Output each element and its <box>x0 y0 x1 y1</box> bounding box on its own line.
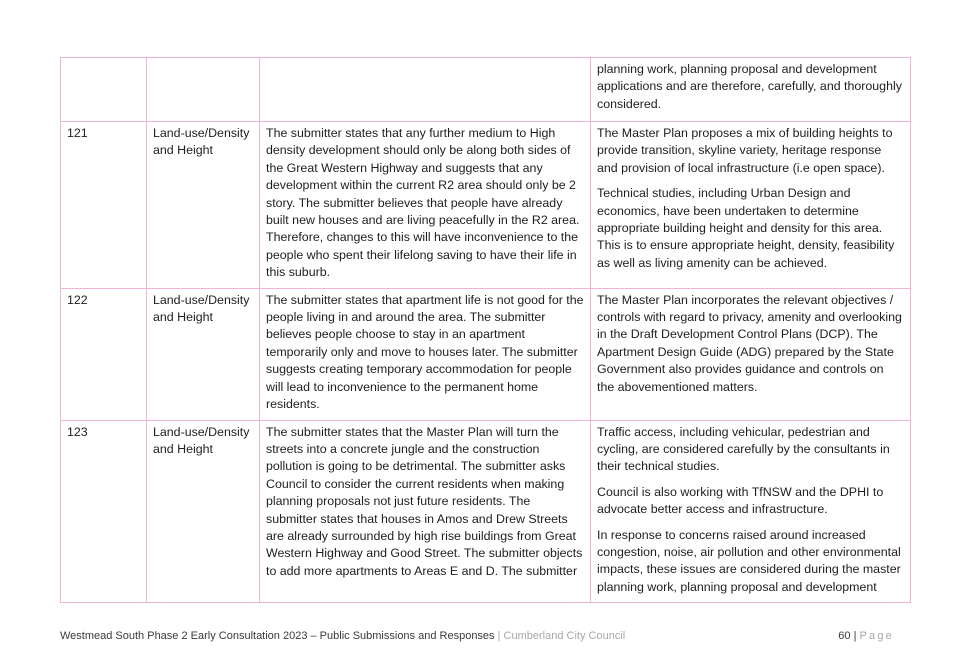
page-indicator <box>838 630 894 642</box>
table-row <box>61 420 911 603</box>
response-paragraph: The Master Plan incorporates the relevant objectives / controls with regard to privacy, amenity and overlooking in the Draft Development Control Plans (DCP). The Apartment Design Guide (ADG) prepared by the State Government also provides guidance and controls on the abovementioned matters. <box>597 292 902 394</box>
response-cell <box>591 420 911 603</box>
response-paragraph: The Master Plan proposes a mix of building heights to provide transition, skyline variety, heritage response and provision of local infrastructure (i.e open space). <box>597 126 893 175</box>
submission-paragraph: The submitter states that the Master Plan will turn the streets into a concrete jungle and the construction pollution is going to be detrimental. The submitter asks Council to consider the current residents when making planning proposals not just future residents. The submitter states that houses in Amos and Drew Streets are already surrounded by high rise buildings from Great Western Highway and Good Street. The submitter objects to add more apartments to Areas E and D. The submitter <box>266 424 583 578</box>
response-paragraph: In response to concerns raised around increased congestion, noise, air pollution and other environmental impacts, these issues are considered during the master planning work, planning proposal and development <box>597 527 901 594</box>
response-paragraph: Council is also working with TfNSW and the DPHI to advocate better access and infrastructure. <box>597 484 884 517</box>
page-separator: | <box>853 630 857 642</box>
submission-cell <box>260 288 591 420</box>
table-row <box>61 58 911 122</box>
table-row <box>61 288 911 420</box>
submission-number-cell: 121 <box>61 122 147 289</box>
theme-cell: Land-use/Density and Height <box>147 122 260 289</box>
footer-council-name: Cumberland City Council <box>503 630 626 642</box>
theme-cell: Land-use/Density and Height <box>147 288 260 420</box>
page-footer <box>60 630 894 642</box>
footer-separator: | <box>497 630 501 642</box>
submission-paragraph: The submitter states that any further medium to High density development should only be along both sides of the Great Western Highway and suggests that any development within the current R2 area should only be 2 story. The submitter believes that people have already built new houses and are living peacefully in the R2 area. Therefore, changes to this will have inconvenience to the people who spent their lifelong saving to have their life in this suburb. <box>266 126 580 280</box>
submissions-table <box>60 57 911 603</box>
page-word: Page <box>859 630 894 642</box>
response-cell <box>591 122 911 289</box>
response-cell <box>591 288 911 420</box>
table-row <box>61 122 911 289</box>
page-number: 60 <box>838 630 851 642</box>
submission-paragraph: The submitter states that apartment life is not good for the people living in and around the area. The submitter believes people choose to stay in an apartment temporarily only and move to houses later. The submitter suggests creating temporary accommodation for people will lead to inconvenience to the permanent home residents. <box>266 292 584 412</box>
submission-cell <box>260 122 591 289</box>
submission-number-cell: 123 <box>61 420 147 603</box>
theme-cell <box>147 58 260 122</box>
submission-cell <box>260 58 591 122</box>
footer-document-title: Westmead South Phase 2 Early Consultation 2023 – Public Submissions and Responses <box>60 630 495 642</box>
response-paragraph: Traffic access, including vehicular, pedestrian and cycling, are considered carefully by the consultants in their technical studies. <box>597 424 890 474</box>
response-paragraph: planning work, planning proposal and development applications and are therefore, carefully, and thoroughly considered. <box>597 62 902 111</box>
document-page <box>60 57 910 603</box>
submission-number-cell: 122 <box>61 288 147 420</box>
response-cell <box>591 58 911 122</box>
response-paragraph: Technical studies, including Urban Design and economics, have been undertaken to determine appropriate building height and density for this area. This is to ensure appropriate height, density, feasibility as well as living amenity can be achieved. <box>597 186 895 270</box>
theme-cell: Land-use/Density and Height <box>147 420 260 603</box>
submission-number-cell <box>61 58 147 122</box>
submission-cell <box>260 420 591 603</box>
